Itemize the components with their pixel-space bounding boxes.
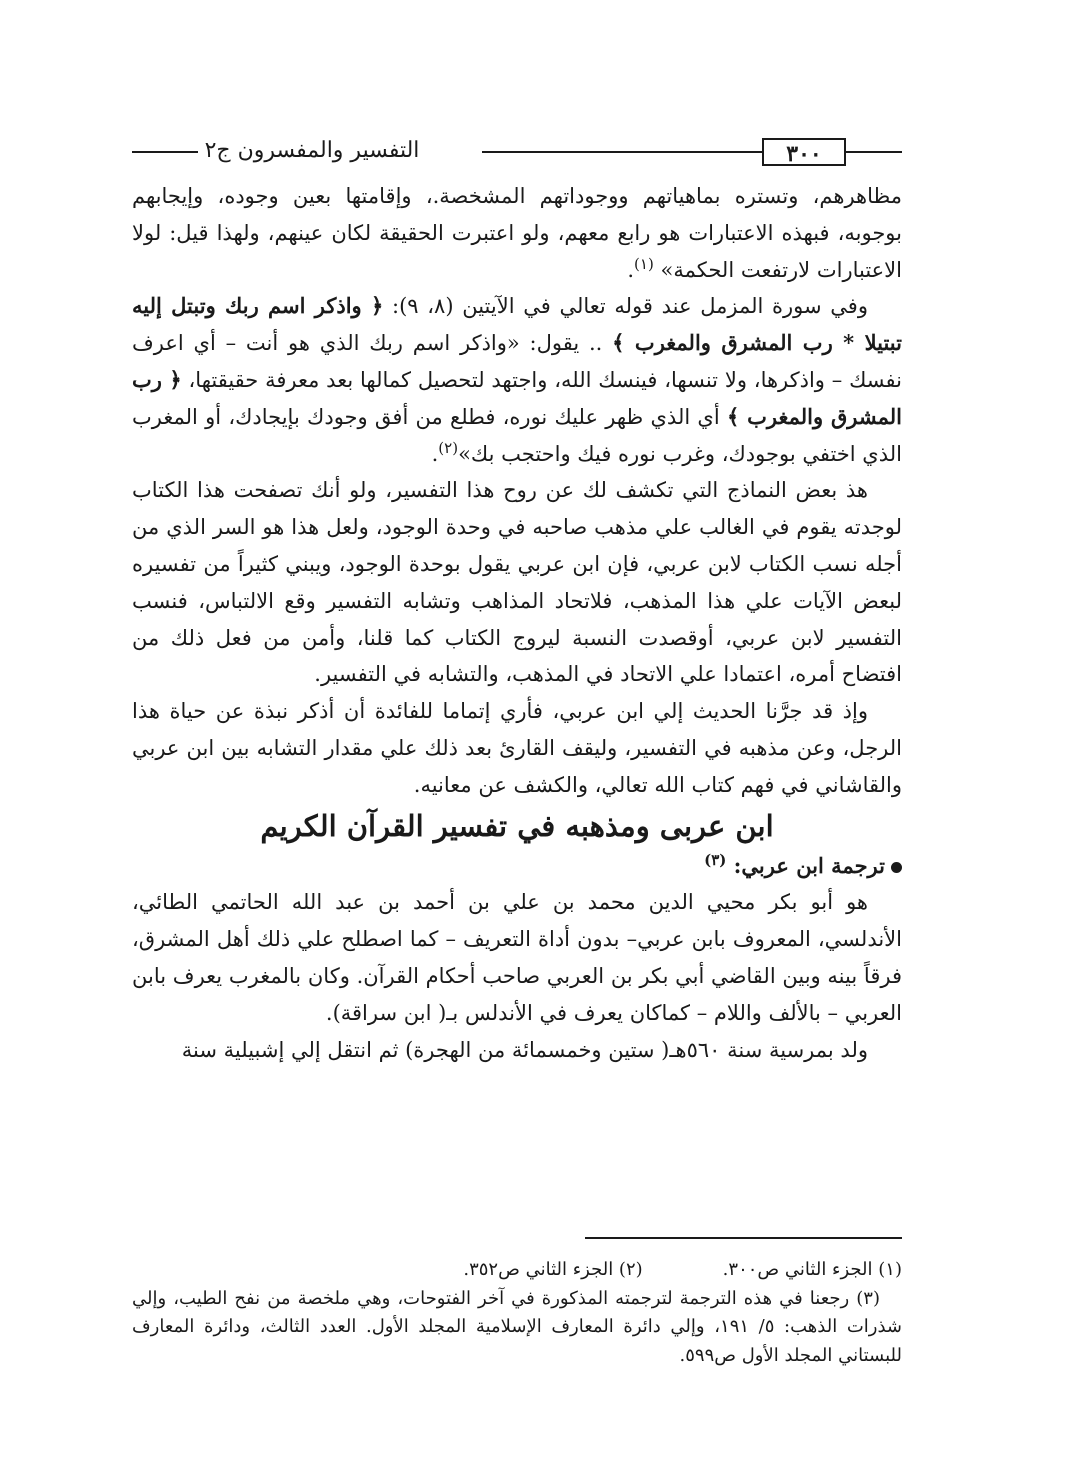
- main-text: [132, 178, 902, 1068]
- subsection-heading-text: ترجمة ابن عربي:: [733, 852, 885, 878]
- footnote-row-1: [132, 1256, 902, 1285]
- footnotes: [132, 1256, 902, 1370]
- subsection-heading: [132, 848, 902, 885]
- footnote-ref-3: (٣): [704, 850, 727, 869]
- footnote-separator: [585, 1237, 902, 1239]
- page-header: [132, 136, 902, 172]
- header-rule-left: [132, 151, 198, 153]
- paragraph-4: وإذ قد جرَّنا الحديث إلي ابن عربي، فأري إتماما للفائدة أن أذكر نبذة عن حياة هذا الرجل، وعن مذهبه في التفسير، وليقف القارئ بعد ذلك علي مقدار التشابه بين ابن عربي والقاشاني في فهم كتاب الله تعالي، والكشف عن معانيه.: [132, 699, 902, 797]
- paragraph-1: مظاهرهم، وتستره بماهياتهم ووجوداتهم المشخصة.، وإقامتها بعين وجوده، وإيجابهم بوجوبه، فبهذه الاعتبارات هو رابع معهم، ولو اعتبرت الحقيقة لكان عينهم، ولهذا قيل: لولا الاعتبارات لارتفعت الحكمة» $^{(١)}$.: [132, 184, 902, 282]
- quran-verse-1: ﴿ واذكر اسم ربك وتبتل إليه تبتيلا * رب المشرق والمغرب ﴾: [132, 293, 902, 356]
- footnote-2: (٢) الجزء الثاني ص٣٥٢.: [463, 1259, 643, 1280]
- bullet-icon: [891, 862, 902, 873]
- footnote-3: (٣) رجعنا في هذه الترجمة لترجمته المذكورة في آخر الفتوحات، وهي ملخصة من نفح الطيب، وإلي شذرات الذهب: ٥/ ١٩١، وإلي دائرة المعارف الإسلامية المجلد الأول. العدد الثالث، ودائرة المعارف للبستاني المجلد الأول ص٥٩٩.: [132, 1287, 903, 1366]
- paragraph-2-text-c: أي الذي ظهر عليك نوره، فطلع من أفق وجودك بإيجادك، أو المغرب الذي اختفي بوجودك، وغرب نوره فيك واحتجب بك»: [132, 404, 902, 466]
- header-rule-right: [846, 151, 902, 153]
- paragraph-2-text-b: .. يقول: «واذكر اسم ربك الذي هو أنت – أي اعرف نفسك – واذكرها، ولا تنسها، فينسك الله، واجتهد لتحصيل كمالها بعد معرفة حقيقتها،: [132, 331, 902, 392]
- running-title: التفسير والمفسرون ج٢: [204, 138, 420, 163]
- paragraph-1-text: مظاهرهم، وتستره بماهياتهم ووجوداتهم المشخصة.، وإقامتها بعين وجوده، وإيجابهم بوجوبه، فبهذه الاعتبارات هو رابع معهم، ولو اعتبرت الحقيقة لكان عينهم، ولهذا قيل: لولا الاعتبارات لارتفعت الحكمة»: [132, 184, 902, 282]
- page-number-box: ٣٠٠: [762, 138, 846, 166]
- paragraph-5: هو أبو بكر محيي الدين محمد بن علي بن أحمد بن عبد الله الحاتمي الطائي، الأندلسي، المعروف بابن عربي– بدون أداة التعريف – كما اصطلح علي ذلك أهل المشرق، فرقاً بينه وبين القاضي أبي بكر بن العربي صاحب أحكام القرآن. وكان بالمغرب يعرف بابن العربي – بالألف واللام – كماكان يعرف في الأندلس بـ( ابن سراقة).: [132, 890, 902, 1025]
- quran-verse-2: ﴿ رب المشرق والمغرب ﴾: [132, 366, 902, 429]
- footnote-ref-2: (٢): [438, 438, 459, 457]
- paragraph-3: هذ بعض النماذج التي تكشف لك عن روح هذا التفسير، ولو أنك تصفحت هذا الكتاب لوجدته يقوم في الغالب علي مذهب صاحبه في وحدة الوجود، ولعل هذا هو السر الذي من أجله نسب الكتاب لابن عربي، فإن ابن عربي يقول بوحدة الوجود، ويبني كثيراً من تفسيره لبعض الآيات علي هذا المذهب، فلاتحاد المذاهب وتشابه التفسير وقع الالتباس، فنسب التفسير لابن عربي، أوقصدت النسبة ليروج الكتاب كما قلنا، وأمن من فعل ذلك من افتضاح أمره، اعتمادا علي الاتحاد في المذهب، والتشابه في التفسير.: [132, 478, 902, 687]
- header-rule-middle: [482, 151, 762, 153]
- paragraph-2: وفي سورة المزمل عند قوله تعالي في الآيتين (٨، ٩): ﴿ واذكر اسم ربك وتبتل إليه تبتيلا * رب المشرق والمغرب ﴾ .. يقول: «واذكر اسم ربك الذي هو أنت – أي اعرف نفسك – واذكرها، ولا تنسها، فينسك الله، واجتهد لتحصيل كمالها بعد معرفة حقيقتها، ﴿ رب المشرق والمغرب ﴾ أي الذي ظهر عليك نوره، فطلع من أفق وجودك بإيجادك، أو المغرب الذي اختفي بوجودك، وغرب نوره فيك واحتجب بك»$^{(٢)}$.: [132, 293, 902, 466]
- section-heading: ابن عربى ومذهبه في تفسير القرآن الكريم: [260, 808, 774, 843]
- paragraph-6: ولد بمرسية سنة ٥٦٠هـ( ستين وخمسمائة من الهجرة) ثم انتقل إلي إشبيلية سنة: [181, 1037, 868, 1062]
- footnote-ref-1: (١): [634, 254, 654, 273]
- paragraph-2-text-a: وفي سورة المزمل عند قوله تعالي في الآيتين (٨، ٩):: [383, 294, 868, 319]
- footnote-1: (١) الجزء الثاني ص٣٠٠.: [722, 1259, 902, 1280]
